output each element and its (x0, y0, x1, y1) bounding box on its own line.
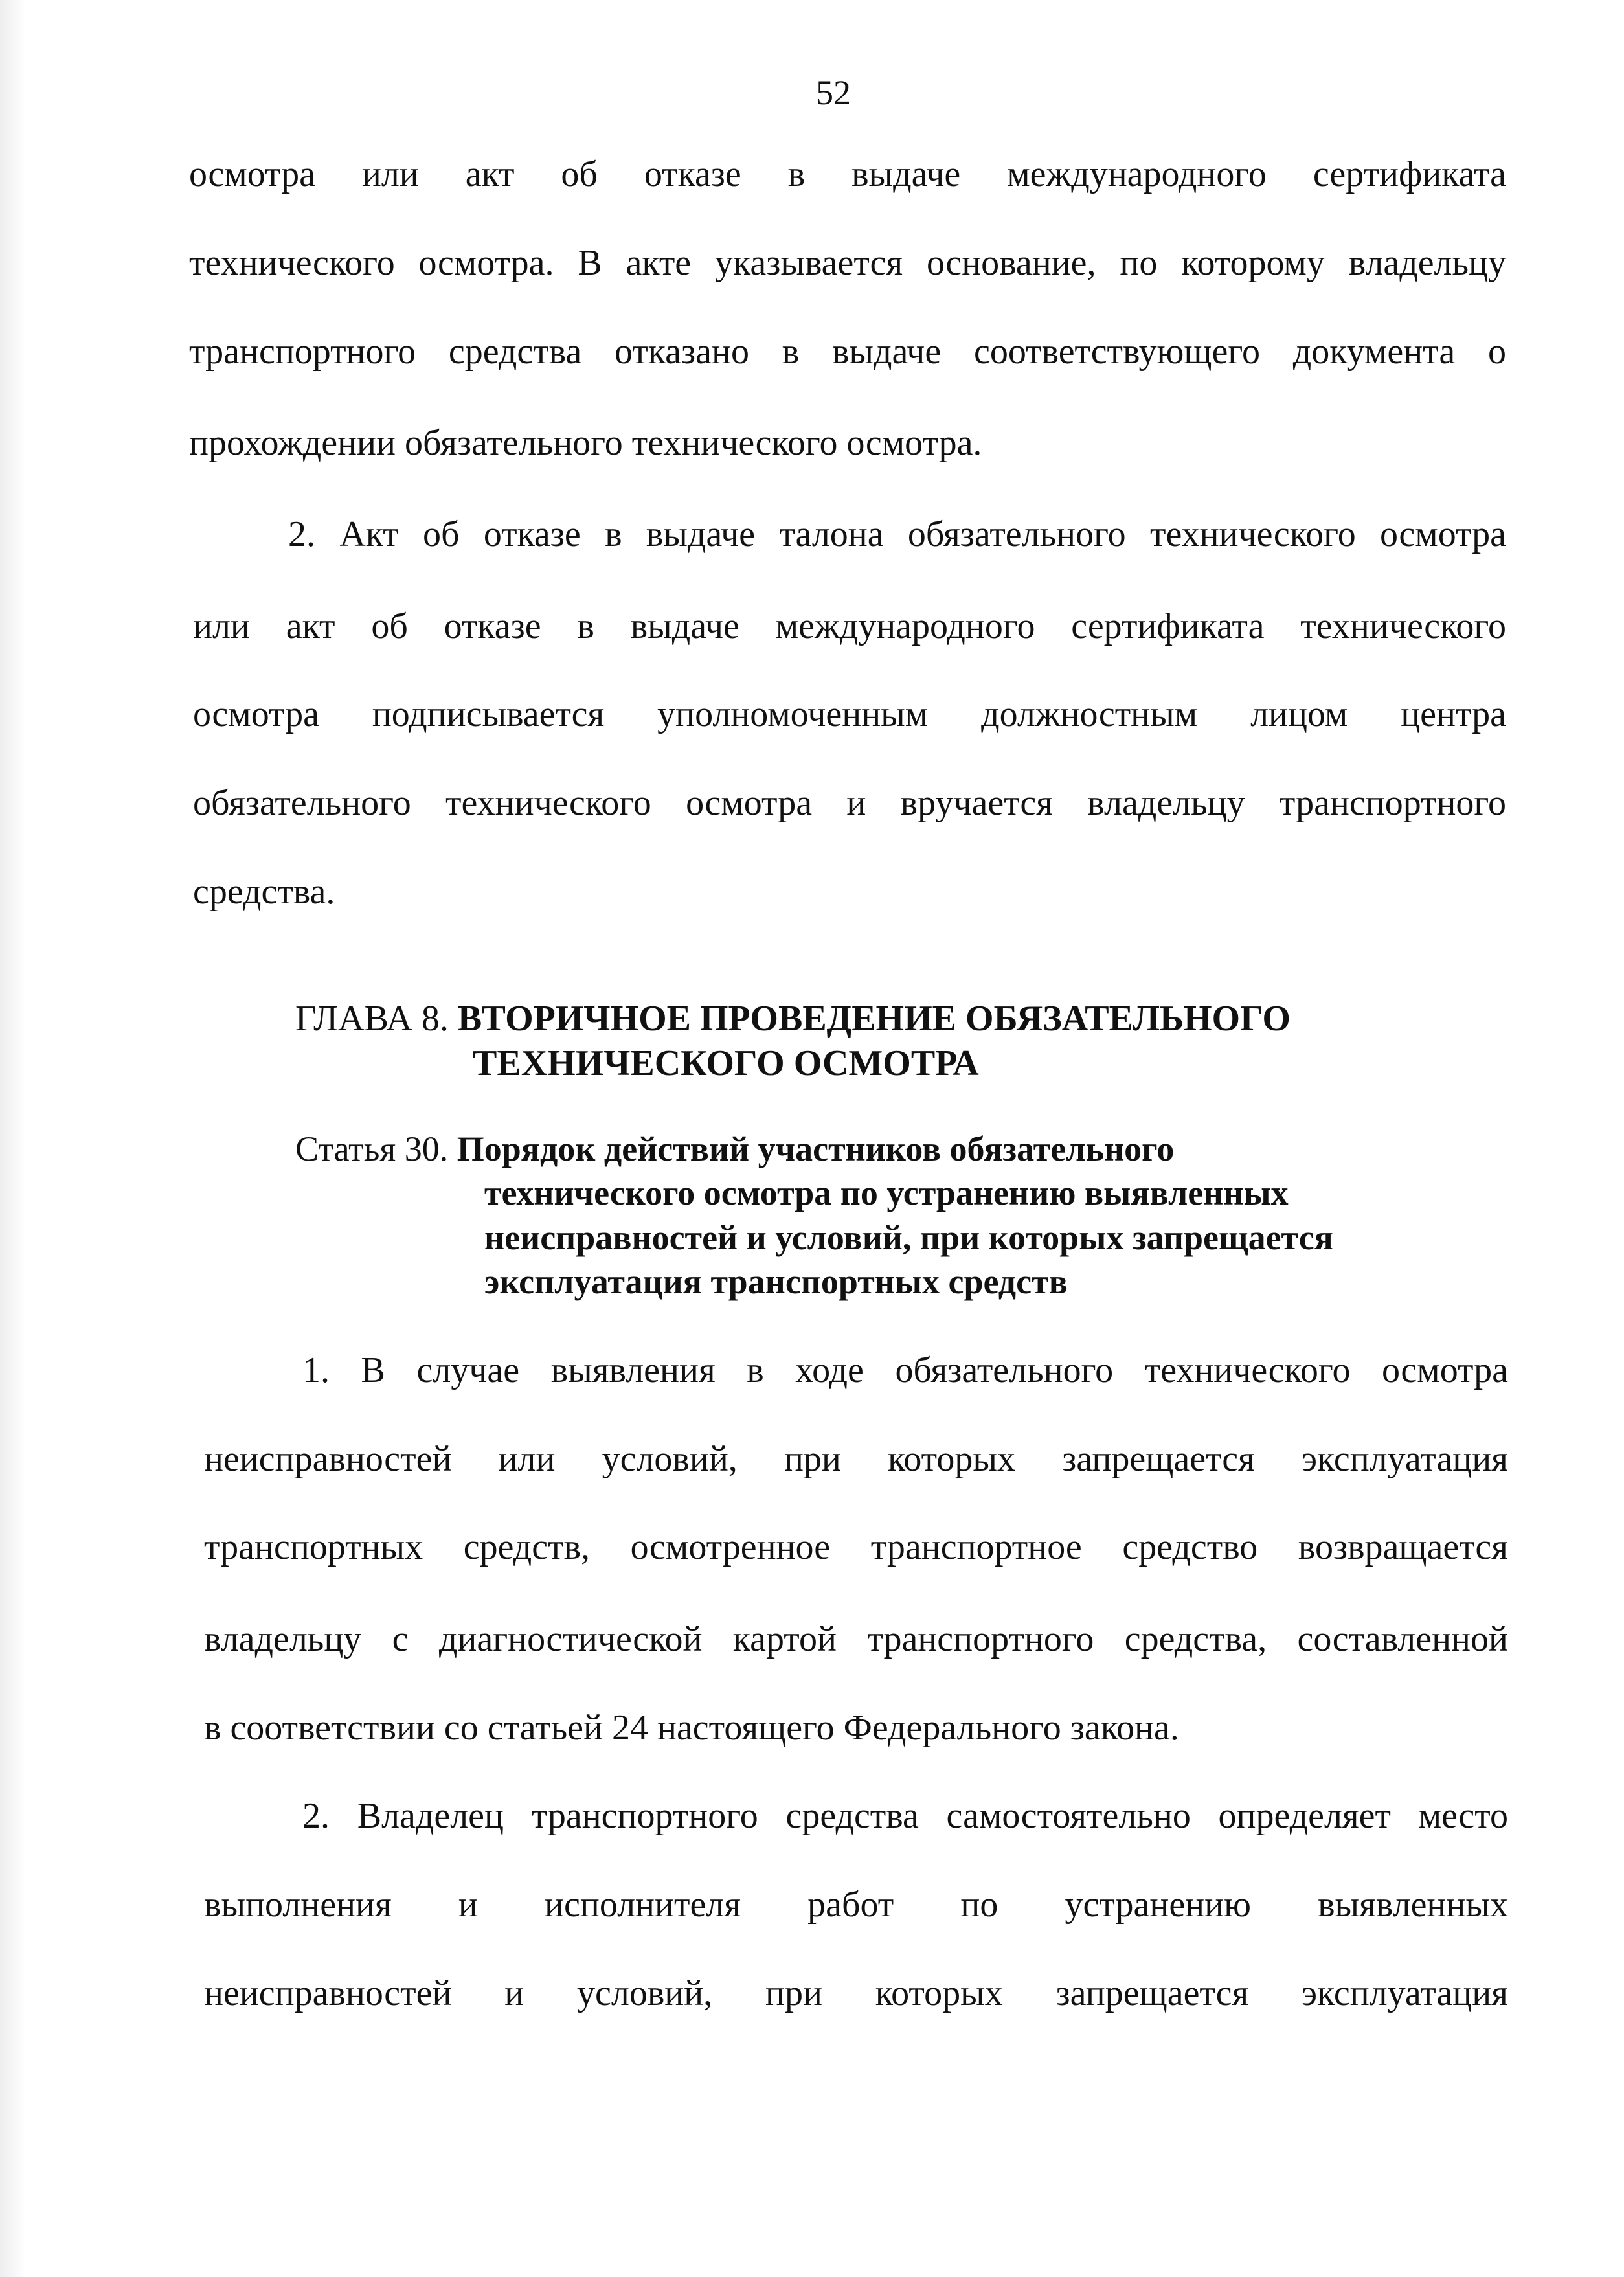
article-heading (295, 1126, 1174, 1172)
article-label: Статья 30. (295, 1129, 449, 1168)
text-line: 1. В случае выявления в ходе обязательного технического осмотра (302, 1350, 1508, 1390)
chapter-title: ТЕХНИЧЕСКОГО ОСМОТРА (473, 1043, 979, 1083)
article-title: неисправностей и условий, при которых запрещается (484, 1218, 1333, 1257)
text-line: 2. Владелец транспортного средства самостоятельно определяет место (302, 1796, 1508, 1836)
text-line: неисправностей или условий, при которых запрещается эксплуатация (204, 1439, 1508, 1479)
page-number: 52 (816, 73, 851, 112)
chapter-heading (295, 996, 1291, 1041)
text-line: обязательного технического осмотра и вручается владельцу транспортного (193, 783, 1506, 823)
text-line: осмотра или акт об отказе в выдаче международного сертификата (189, 154, 1506, 194)
text-line: средства. (193, 872, 335, 912)
scan-edge (0, 0, 26, 2277)
article-title: эксплуатация транспортных средств (484, 1262, 1068, 1301)
chapter-title: ВТОРИЧНОЕ ПРОВЕДЕНИЕ ОБЯЗАТЕЛЬНОГО (457, 999, 1291, 1039)
text-line: транспортных средств, осмотренное транспортное средство возвращается (204, 1527, 1508, 1567)
text-line: в соответствии со статьей 24 настоящего Федерального закона. (204, 1708, 1179, 1748)
text-line: осмотра подписывается уполномоченным должностным лицом центра (193, 694, 1506, 734)
article-title: технического осмотра по устранению выявленных (484, 1173, 1289, 1212)
text-line: технического осмотра. В акте указывается основание, по которому владельцу (189, 243, 1506, 283)
text-line: владельцу с диагностической картой транспортного средства, составленной (204, 1619, 1508, 1659)
text-line: выполнения и исполнителя работ по устранению выявленных (204, 1885, 1508, 1925)
text-line: или акт об отказе в выдаче международного сертификата технического (193, 606, 1506, 646)
text-line: 2. Акт об отказе в выдаче талона обязательного технического осмотра (288, 514, 1506, 554)
text-line: транспортного средства отказано в выдаче соответствующего документа о (189, 332, 1506, 372)
article-title: Порядок действий участников обязательного (457, 1129, 1175, 1168)
text-line: прохождении обязательного технического осмотра. (189, 423, 982, 463)
chapter-label: ГЛАВА 8. (295, 999, 449, 1039)
text-line: неисправностей и условий, при которых запрещается эксплуатация (204, 1973, 1508, 2013)
